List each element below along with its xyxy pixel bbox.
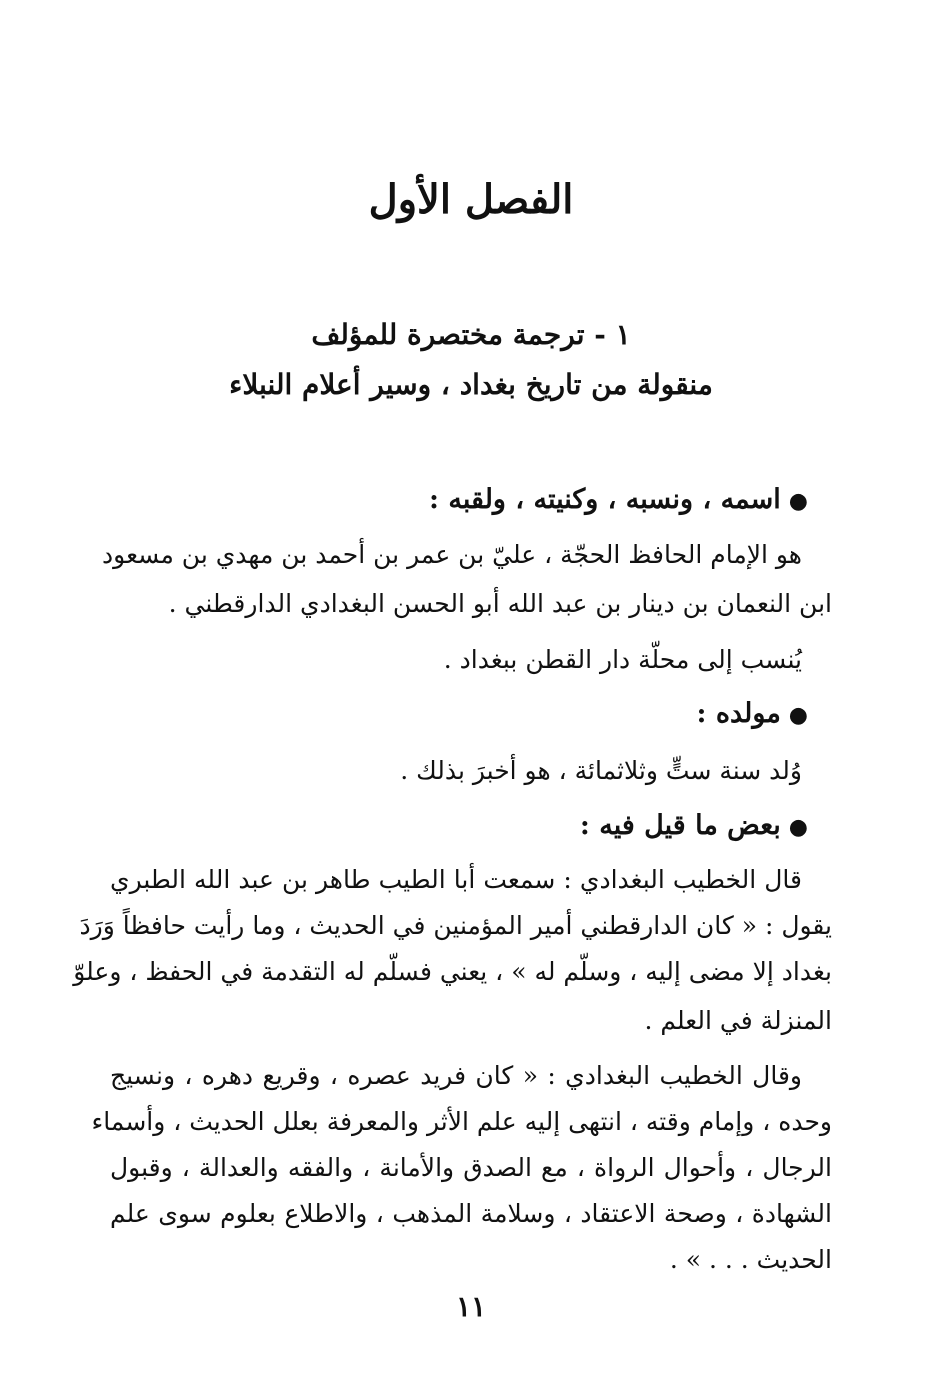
heading-name-text: اسمه ، ونسبه ، وكنيته ، ولقبه : <box>429 484 781 515</box>
section-subtitle: منقولة من تاريخ بغداد ، وسير أعلام النبلاء <box>229 368 713 401</box>
heading-sayings-text: بعض ما قيل فيه : <box>579 810 781 841</box>
heading-birth-text: مولده : <box>696 698 781 729</box>
text-line: وقال الخطيب البغدادي : « كان فريد عصره ، وقريع دهره ، ونسيج <box>110 1061 802 1090</box>
text-line: الحديث . . . » . <box>669 1245 832 1274</box>
bullet-icon: ● <box>788 488 808 514</box>
heading-name <box>429 484 808 515</box>
heading-birth <box>696 698 808 729</box>
heading-sayings <box>580 810 808 841</box>
text-line: وحده ، وإمام وقته ، انتهى إليه علم الأثر والمعرفة بعلل الحديث ، وأسماء <box>91 1107 832 1136</box>
text-line: ابن النعمان بن دينار بن عبد الله أبو الحسن البغدادي الدارقطني . <box>168 589 832 618</box>
text-line: بغداد إلا مضى إليه ، وسلّم له » ، يعني فسلّم له التقدمة في الحفظ ، وعلوّ <box>73 957 832 986</box>
text-line: يقول : « كان الدارقطني أمير المؤمنين في الحديث ، وما رأيت حافظاً وَرَدَ <box>79 911 832 940</box>
section-title: ١ - ترجمة مختصرة للمؤلف <box>311 318 631 351</box>
page-number: ١١ <box>455 1290 487 1323</box>
text-line: وُلد سنة ستٍّ وثلاثمائة ، هو أخبرَ بذلك . <box>400 756 802 785</box>
text-line: هو الإمام الحافظ الحجّة ، عليّ بن عمر بن أحمد بن مهدي بن مسعود <box>102 540 802 569</box>
bullet-icon: ● <box>788 814 808 840</box>
bullet-icon: ● <box>788 702 808 728</box>
text-line: الرجال ، وأحوال الرواة ، مع الصدق والأمانة ، والفقه والعدالة ، وقبول <box>110 1153 832 1182</box>
text-line: قال الخطيب البغدادي : سمعت أبا الطيب طاهر بن عبد الله الطبري <box>110 865 802 894</box>
chapter-title: الفصل الأول <box>368 176 574 223</box>
text-line: الشهادة ، وصحة الاعتقاد ، وسلامة المذهب ، والاطلاع بعلوم سوى علم <box>110 1199 832 1228</box>
text-line: المنزلة في العلم . <box>644 1006 832 1035</box>
text-line: يُنسب إلى محلّة دار القطن ببغداد . <box>443 645 802 674</box>
